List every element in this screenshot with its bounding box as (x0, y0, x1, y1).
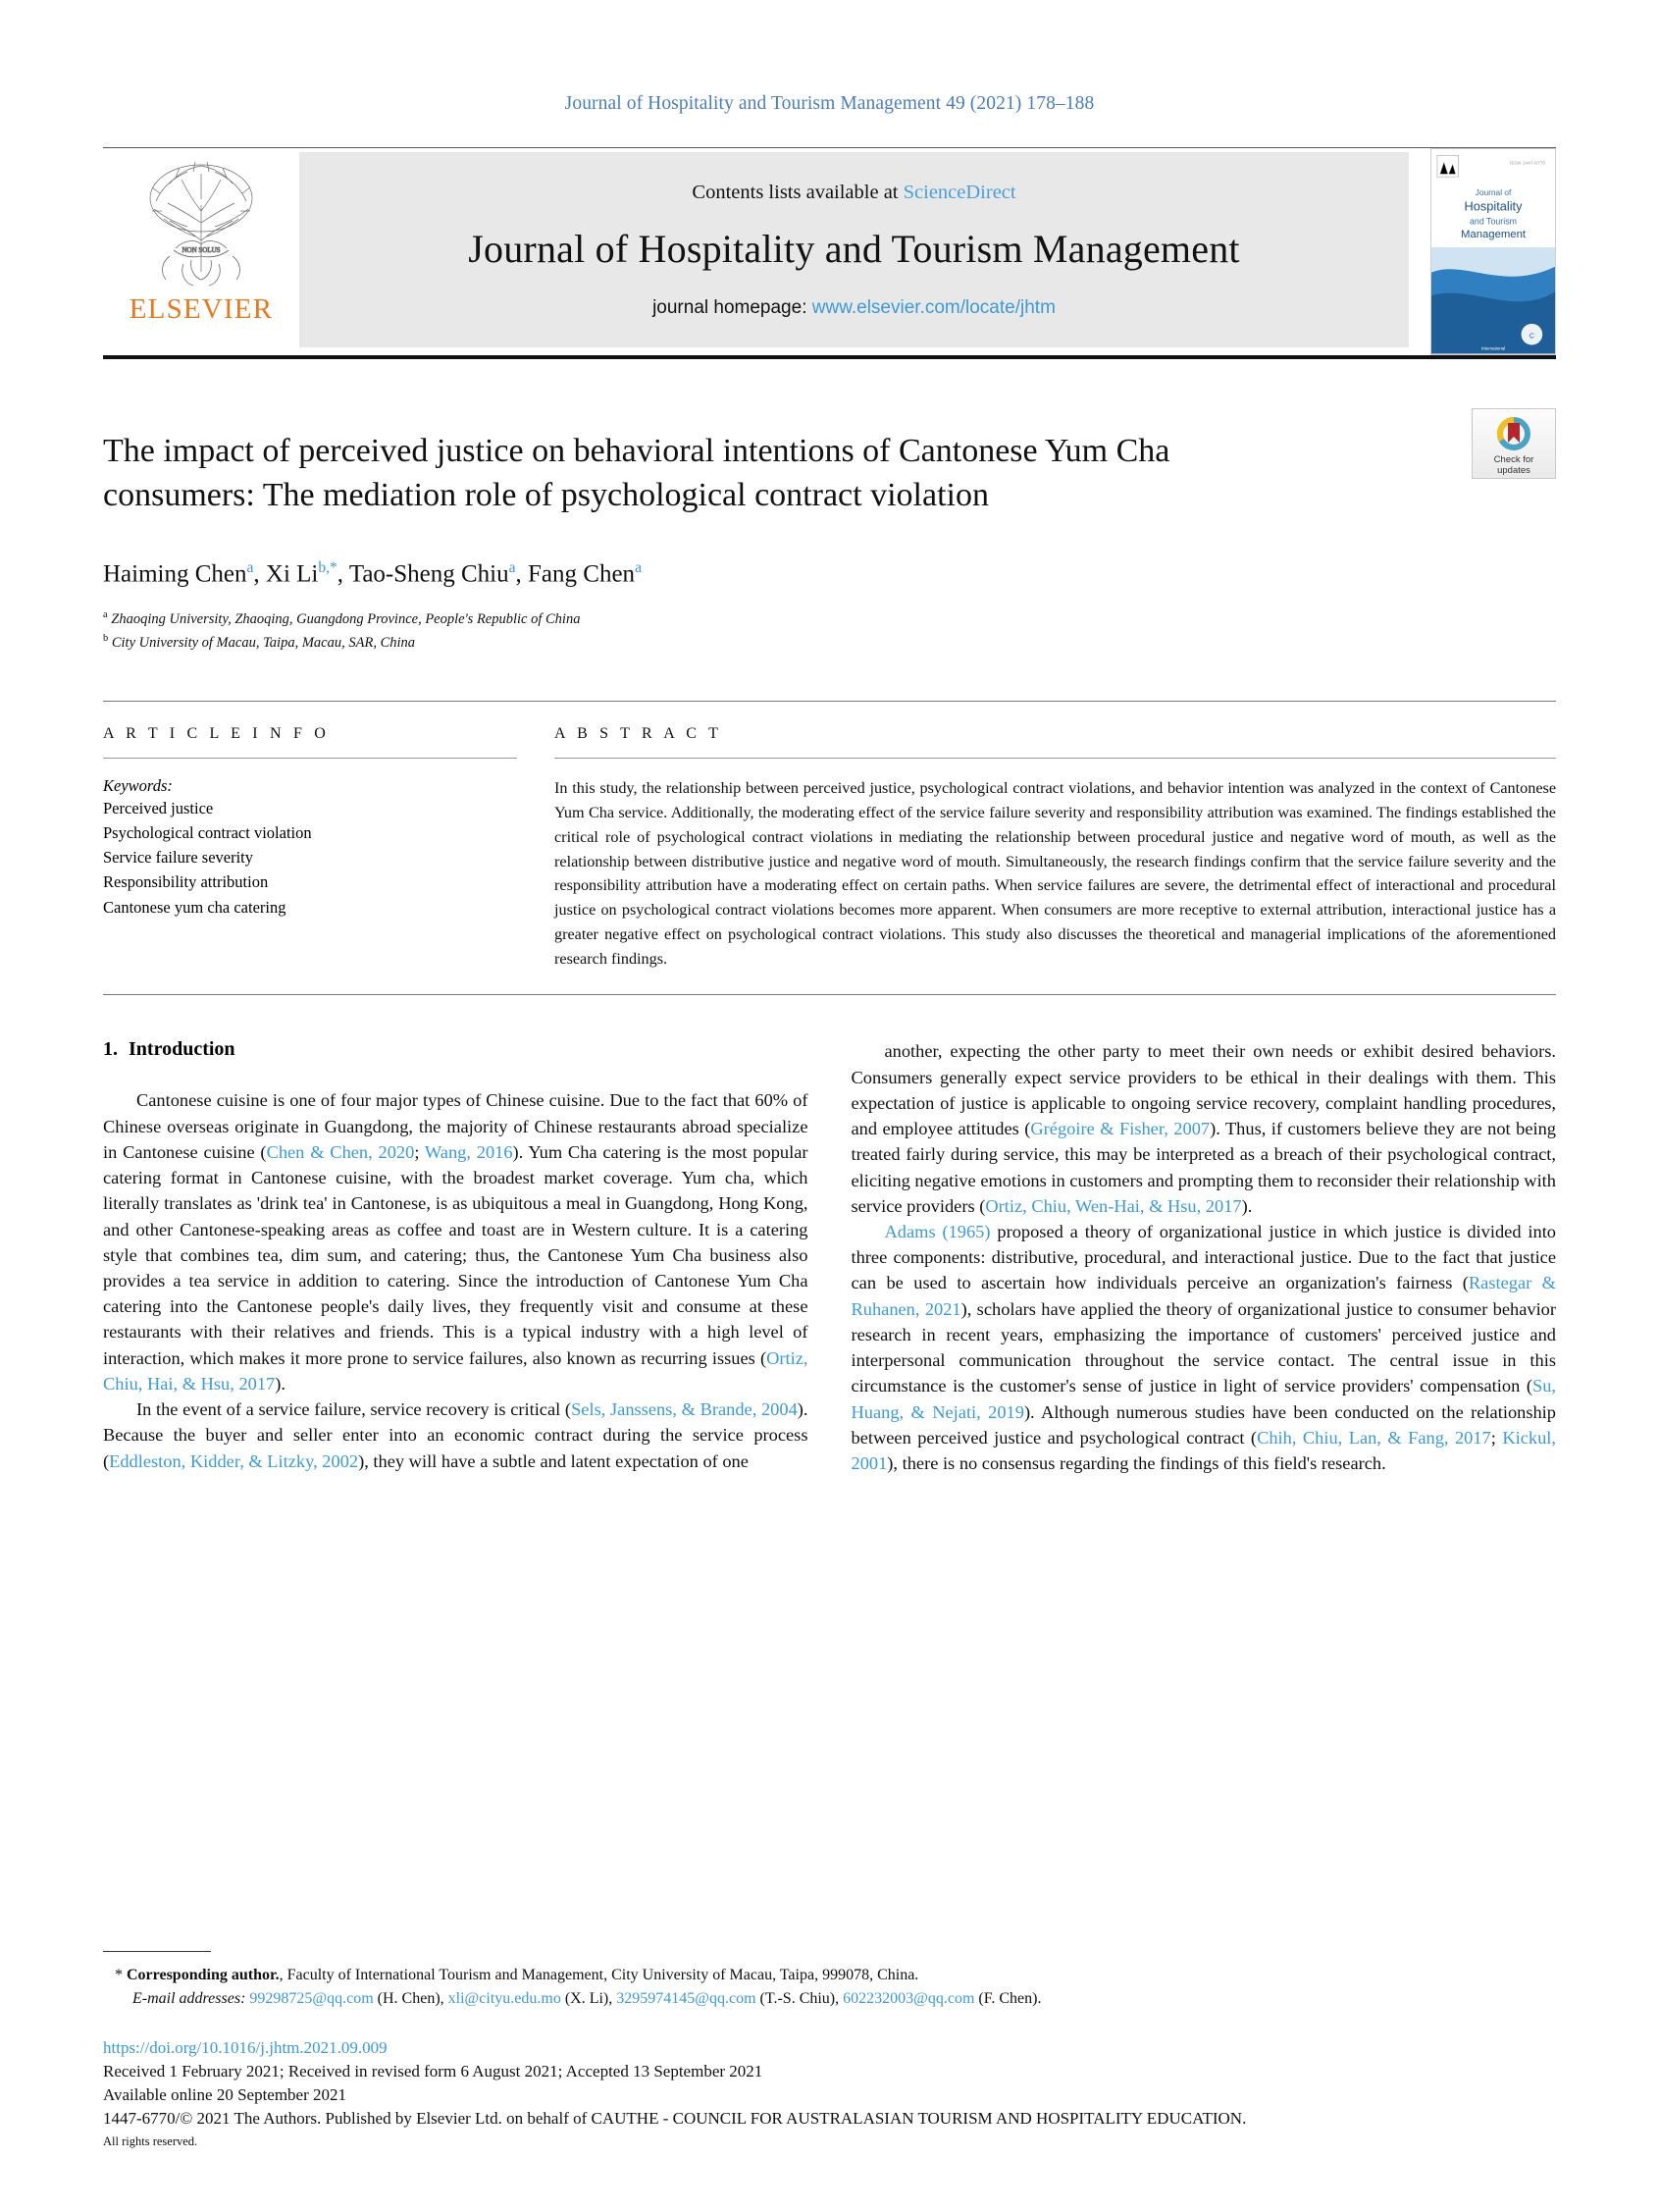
received-dates: Received 1 February 2021; Received in revised form 6 August 2021; Accepted 13 September 2021 (103, 2061, 763, 2080)
citation-link[interactable]: Su, Huang, & Nejati, 2019 (851, 1376, 1556, 1422)
section-number: 1. (103, 1038, 118, 1061)
citation-link[interactable]: Grégoire & Fisher, 2007 (1030, 1119, 1211, 1139)
author-affiliation-mark: a (635, 558, 642, 576)
email-link[interactable]: 3295974145@qq.com (616, 1989, 756, 2007)
svg-text:International: International (1480, 345, 1506, 351)
contents-available-line (692, 182, 1015, 204)
crossmark-line2: updates (1497, 464, 1530, 476)
crossmark-label (1494, 455, 1534, 477)
publication-block (103, 2036, 1556, 2151)
svg-text:Management: Management (1460, 229, 1527, 241)
author-affiliation-mark: a (508, 558, 516, 576)
svg-text:ISSN 1447-6770: ISSN 1447-6770 (1509, 161, 1546, 167)
svg-text:and Tourism: and Tourism (1469, 216, 1518, 227)
elsevier-tree-icon (140, 154, 263, 291)
left-paragraphs (103, 1087, 808, 1473)
keyword-item: Psychological contract violation (103, 823, 312, 843)
body-paragraph: Adams (1965) proposed a theory of organizational justice in which justice is divided into three components: distributive, procedural, and interactional justice. Due to the fact that justice can be used to ascertain how individuals perceive an organization's fairness (Rastegar & Ruhanen, 2021), scholars have applied the theory of organizational justice to consumer behavior research in recent years, emphasizing the importance of customers' perceived justice and interpersonal communication throughout the service contact. The central issue in this circumstance is the customer's sense of justice in light of service providers' compensation (Su, Huang, & Nejati, 2019). Although numerous studies have been conducted on the relationship between perceived justice and psychological contract (Chih, Chiu, Lan, & Fang, 2017; Kickul, 2001), there is no consensus regarding the findings of this field's research. (851, 1222, 1557, 1473)
author-list: Haiming Chen$^a$, Xi $Li^{b,*}$, Tao-Sheng Chiu$^a$, Fang Chen$^a$ (103, 558, 642, 588)
keyword-item: Responsibility attribution (103, 872, 269, 892)
corresponding-star: * (115, 1966, 123, 1983)
article-info-rule (103, 758, 517, 759)
svg-text:C: C (1529, 333, 1534, 341)
corresponding-author-note (103, 1964, 1556, 1987)
keywords-label: Keywords: (103, 776, 173, 796)
available-online-date: Available online 20 September 2021 (103, 2085, 347, 2104)
running-head: Journal of Hospitality and Tourism Management 49 (2021) 178–188 (564, 93, 1095, 114)
doi-link[interactable]: https://doi.org/10.1016/j.jhtm.2021.09.009 (103, 2037, 388, 2057)
rights-line: All rights reserved. (103, 2134, 198, 2149)
email-label: E-mail addresses: (132, 1989, 246, 2007)
elsevier-logo-block (103, 148, 299, 355)
sciencedirect-link[interactable]: ScienceDirect (903, 181, 1016, 203)
section-name: Introduction (129, 1038, 235, 1061)
footnotes-block (103, 1951, 1556, 2151)
svg-text:Hospitality: Hospitality (1464, 198, 1523, 214)
crossmark-badge[interactable] (1472, 408, 1556, 479)
crossmark-line1: Check for (1493, 454, 1534, 465)
keyword-item: Cantonese yum cha catering (103, 897, 286, 917)
author-name: Fang Chen (528, 560, 636, 588)
copyright-line: 1447-6770/© 2021 The Authors. Published by Elsevier Ltd. on behalf of CAUTHE - COUNCIL FOR AUSTRALASIAN TOURISM AND HOSPITALITY EDUCATION. (103, 2109, 1247, 2129)
citation-link[interactable]: Rastegar & Ruhanen, 2021 (851, 1273, 1556, 1319)
journal-banner (299, 152, 1409, 347)
affiliation-item: $^a$ Zhaoqing University, Zhaoqing, Guangdong Province, People's Republic of China (103, 609, 581, 627)
body-columns (103, 1038, 1556, 1476)
elsevier-wordmark: ELSEVIER (129, 293, 274, 325)
citation-link[interactable]: Ortiz, Chiu, Wen-Hai, & Hsu, 2017 (985, 1195, 1242, 1216)
citation-link[interactable]: Sels, Janssens, & Brande, 2004 (571, 1399, 798, 1420)
body-right-column (852, 1038, 1557, 1476)
body-paragraph: In the event of a service failure, service recovery is critical (Sels, Janssens, & Brande, 2004). Because the buyer and seller enter into an economic contract during the service process (Eddleston, Kidder, & Litzky, 2002), they will have a subtle and latent expectation of one (103, 1399, 808, 1471)
journal-cover-thumbnail (1430, 148, 1556, 355)
email-link[interactable]: 602232003@qq.com (843, 1989, 975, 2007)
email-addresses-note (103, 1987, 1556, 2011)
journal-title: Journal of Hospitality and Tourism Management (468, 226, 1240, 271)
crossmark-icon (1494, 414, 1533, 453)
journal-masthead (103, 147, 1556, 355)
masthead-bottom-rule (103, 355, 1556, 359)
body-paragraph: Cantonese cuisine is one of four major types of Chinese cuisine. Due to the fact that 60% of Chinese overseas originate in Guangdong, the majority of Chinese restaurants abroad specialize in Cantonese cuisine (Chen & Chen, 2020; Wang, 2016). Yum Cha catering is the most popular catering format in Cantonese cuisine, with the broadest market coverage. Yum cha, which literally translates as 'drink tea' in Cantonese, is as ubiquitous a meal in Guangdong, Hong Kong, and other Cantonese-speaking areas as coffee and toast are in Western culture. It is a catering style that combines tea, dim sum, and catering; thus, the Cantonese Yum Cha business also provides a tea service in addition to catering. Since the introduction of Cantonese Yum Cha catering into the Cantonese people's daily lives, they frequently visit and consume at these restaurants with their relatives and friends. This is a typical industry with a high level of interaction, which makes it more prone to service failures, also known as recurring issues (Ortiz, Chiu, Hai, & Hsu, 2017). (103, 1090, 808, 1394)
footnote-rule (103, 1951, 211, 1952)
author-affiliation-mark: b,* (318, 558, 337, 576)
citation-link[interactable]: Kickul, 2001 (851, 1427, 1556, 1473)
svg-text:Journal of: Journal of (1475, 186, 1512, 197)
affiliation-mark: a (103, 609, 108, 621)
article-info-column (103, 725, 554, 971)
corresponding-text: , Faculty of International Tourism and Management, City University of Macau, Taipa, 999078, China. (279, 1966, 919, 1983)
svg-text:NON SOLUS: NON SOLUS (181, 246, 221, 254)
author-name: Tao-Sheng Chiu (348, 560, 509, 588)
article-info-heading: A R T I C L E I N F O (103, 725, 331, 743)
citation-link[interactable]: Eddleston, Kidder, & Litzky, 2002 (109, 1450, 359, 1471)
title-block (103, 430, 1556, 654)
page-title: The impact of perceived justice on behavioral intentions of Cantonese Yum Cha consumers: The mediation role of psychological contract violation (103, 433, 1170, 513)
keywords-list (103, 796, 517, 919)
affiliation-list (103, 607, 1556, 654)
email-list: 99298725@qq.com (H. Chen), xli@cityu.edu.mo (X. Li), 3295974145@qq.com (T.-S. Chiu), 602232003@qq.com (F. Chen). (249, 1989, 1042, 2007)
keyword-item: Perceived justice (103, 799, 214, 818)
contents-prefix: Contents lists available at (692, 181, 904, 203)
abstract-column (554, 725, 1556, 971)
citation-link[interactable]: Wang, 2016 (424, 1141, 513, 1162)
citation-link[interactable]: Adams (1965) (884, 1222, 991, 1242)
abstract-rule (554, 758, 1556, 759)
body-left-column (103, 1038, 808, 1476)
affiliation-mark: b (103, 632, 109, 644)
affiliation-item: $^b$ City University of Macau, Taipa, Macau, SAR, China (103, 632, 416, 651)
author-name: Xi Li (265, 560, 319, 588)
right-paragraphs (852, 1038, 1557, 1476)
journal-homepage-line (652, 297, 1056, 319)
author-affiliation-mark: a (246, 558, 254, 576)
corresponding-label: Corresponding author. (127, 1966, 280, 1983)
citation-link[interactable]: Ortiz, Chiu, Hai, & Hsu, 2017 (103, 1347, 808, 1394)
keyword-item: Service failure severity (103, 848, 254, 868)
citation-link[interactable]: Chih, Chiu, Lan, & Fang, 2017 (1257, 1427, 1491, 1448)
journal-homepage-link[interactable]: www.elsevier.com/locate/jhtm (811, 296, 1056, 318)
info-abstract-section (103, 701, 1556, 995)
email-link[interactable]: xli@cityu.edu.mo (447, 1989, 561, 2007)
citation-link[interactable]: Chen & Chen, 2020 (266, 1141, 415, 1162)
abstract-text: In this study, the relationship between perceived justice, psychological contract violations, and behavior intention was analyzed in the context of Cantonese Yum Cha service. Additionally, the moderating effect of the service failure severity and responsibility attribution was examined. The findings established the critical role of psychological contract violations in mediating the relationship between procedural justice and negative word of mouth, as well as the relationship between distributive justice and negative word of mouth. Simultaneously, the research findings confirm that the service failure severity and the responsibility attribution have a moderating effect on certain paths. When service failures are severe, the detrimental effect of interactional and procedural justice on psychological contract violations becomes more apparent. When consumers are more receptive to external attribution, interactional justice has a greater negative effect on psychological contract violations. This study also discusses the theoretical and managerial implications of the aforementioned research findings. (554, 779, 1556, 968)
body-paragraph: another, expecting the other party to meet their own needs or exhibit desired behaviors. Consumers generally expect service providers to be ethical in their dealings with them. This expectation of justice is applicable to ongoing service recovery, complaint handling procedures, and employee attitudes (Grégoire & Fisher, 2007). Thus, if customers believe they are not being treated fairly during service, this may be interpreted as a breach of their psychological contract, eliciting negative emotions in customers and prompting them to reconsider their relationship with service providers (Ortiz, Chiu, Wen-Hai, & Hsu, 2017). (851, 1041, 1556, 1216)
email-link[interactable]: 99298725@qq.com (249, 1989, 374, 2007)
cover-artwork (1431, 149, 1555, 355)
section-heading-introduction (103, 1038, 808, 1061)
homepage-prefix: journal homepage: (652, 296, 812, 318)
author-name: Haiming Chen (103, 560, 247, 588)
abstract-heading: A B S T R A C T (554, 725, 723, 743)
